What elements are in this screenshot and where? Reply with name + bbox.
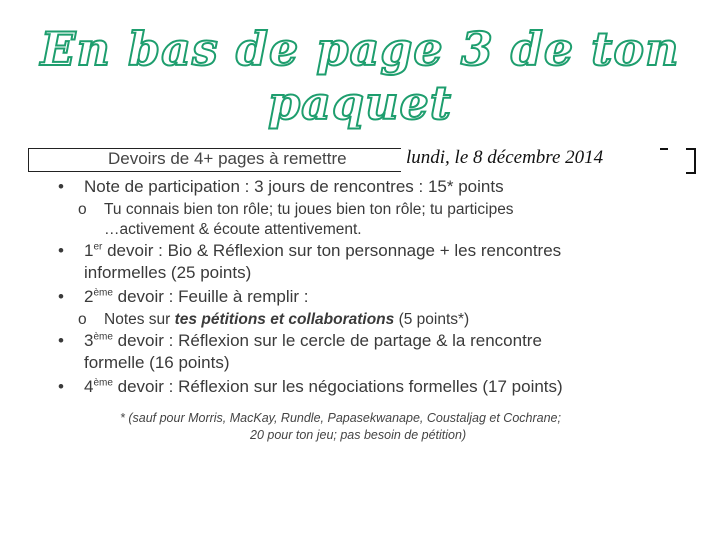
list-item	[58, 286, 678, 308]
list-item	[58, 176, 678, 198]
date-label: lundi, le 8 décembre 2014	[406, 147, 604, 168]
item-text: devoir : Réflexion sur les négociations formelles (17 points)	[112, 377, 563, 396]
item-text: devoir : Feuille à remplir :	[112, 287, 309, 306]
item-ordinal: ème	[93, 287, 113, 299]
bullet: •	[58, 287, 64, 306]
right-bracket	[686, 148, 696, 174]
item-text-line2: informelles (25 points)	[84, 263, 252, 282]
item-text: devoir : Réflexion sur le cercle de partage & la rencontre	[112, 331, 542, 350]
bullet: •	[58, 241, 64, 260]
bullet: •	[58, 177, 64, 196]
item-number: 4	[84, 377, 94, 396]
sub-item	[58, 310, 678, 330]
page-title: En bas de page 3 de ton paquet	[40, 22, 680, 130]
list-item	[58, 330, 678, 374]
header-label: Devoirs de 4+ pages à remettre	[108, 149, 347, 168]
sub-text-lead: Notes sur	[104, 311, 175, 328]
assignment-list	[58, 176, 678, 400]
sub-text-tail: (5 points*)	[394, 311, 470, 328]
sub-bullet: o	[78, 311, 87, 328]
footnote-line1: * (sauf pour Morris, MacKay, Rundle, Papasekwanape, Coustaljag et Cochrane;	[120, 411, 561, 425]
item-number: 1	[84, 241, 94, 260]
sub-item	[58, 200, 678, 240]
item-text-line2: formelle (16 points)	[84, 353, 230, 372]
sub-text-line1: Tu connais bien ton rôle; tu joues bien ton rôle; tu participes	[104, 201, 514, 218]
item-ordinal: er	[93, 241, 103, 253]
sub-text-bold: tes pétitions et collaborations	[174, 311, 395, 328]
bullet: •	[58, 377, 64, 396]
item-number: 2	[84, 287, 94, 306]
item-ordinal: ème	[93, 331, 113, 343]
item-text: Note de participation : 3 jours de rencontres : 15* points	[84, 177, 504, 196]
footnote	[120, 410, 660, 444]
list-item	[58, 240, 678, 284]
list-item	[58, 376, 678, 398]
right-bracket-inner	[660, 148, 668, 172]
bullet: •	[58, 331, 64, 350]
footnote-line2: 20 pour ton jeu; pas besoin de pétition)	[250, 428, 467, 442]
item-text: devoir : Bio & Réflexion sur ton personnage + les rencontres	[102, 241, 562, 260]
sub-bullet: o	[78, 201, 87, 218]
item-ordinal: ème	[93, 377, 113, 389]
item-number: 3	[84, 331, 94, 350]
sub-text-line2: …activement & écoute attentivement.	[104, 221, 362, 238]
